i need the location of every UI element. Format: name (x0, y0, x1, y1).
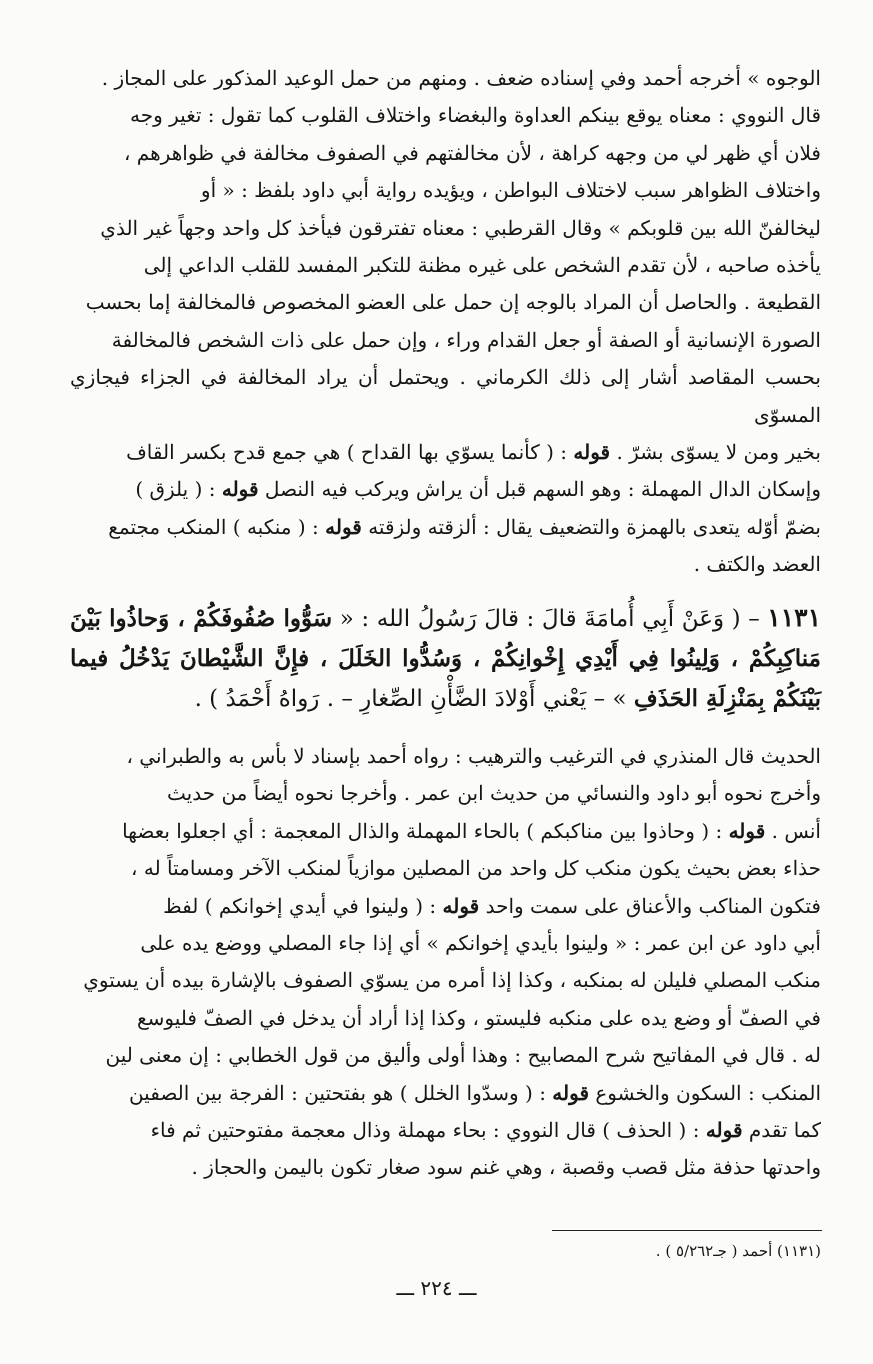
text-line: الحديث قال المنذري في الترغيب والترهيب : رواه أحمد بإسناد لا بأس به والطبراني ، (126, 744, 821, 768)
text-line: الوجوه » أخرجه أحمد وفي إسناده ضعف . ومنهم من حمل الوعيد المذكور على المجاز . (101, 66, 821, 90)
text-line: ليخالفنّ الله بين قلوبكم » وقال القرطبي : معناه تفترقون فيأخذ كل واحد وجهاً غير الذي (100, 215, 821, 240)
text-segment: كما تقدم (742, 1118, 821, 1143)
page-number: ـــ ٢٢٤ ـــ (396, 1276, 477, 1300)
commentary-paragraph-2 (70, 738, 821, 1187)
text-line: له . قال في المفاتيح شرح المصابيح : وهذا أولى وأليق من قول الخطابي : إن معنى لين (105, 1043, 821, 1068)
text-segment: : ( الحذف ) قال النووي : بحاء مهملة وذال معجمة مفتوحتين ثم فاء (150, 1118, 706, 1143)
text-line: حذاء بعض بحيث يكون منكب كل واحد من المصلين موازياً لمنكب الآخر ومسامتاً له ، (131, 856, 821, 881)
keyword-qawluh: قوله (325, 514, 362, 539)
keyword-qawluh: قوله (552, 1080, 590, 1105)
text-segment: المنكب : السكون والخشوع (589, 1080, 821, 1105)
hadith-intro: – ( وَعَنْ أَبِي أُمامَةَ قالَ : قالَ رَسُولُ الله : « (332, 606, 768, 632)
text-segment: : ( كأنما يسوّي بها القداح ) هي جمع قدح بكسر القاف (126, 440, 574, 465)
text-segment: : ( وسدّوا الخلل ) هو بفتحتين : الفرجة بين الصفين (128, 1080, 553, 1105)
text-segment: فتكون المناكب والأعناق على سمت واحد (479, 893, 821, 918)
text-segment: : ( وحاذوا بين مناكبكم ) بالحاء المهملة والذال المعجمة : أي اجعلوا بعضها (122, 818, 729, 843)
hadith-prophetic-text: سَوُّوا صُفُوفَكُمْ ، وَحاذُوا بَيْنَ مَناكِبِكُمْ ، وَلِينُوا فِي أَيْدِي إِخْوانِكُمْ ، وَسُدُّوا الخَلَلَ ، فإِنَّ الشَّيْطانَ يَدْخُلُ فيما بَيْنَكُمْ بِمَنْزِلَةِ الحَذَفِ (70, 605, 821, 712)
text-line: في الصفّ أو وضع يده على منكبه فليستو ، وكذا إذا أراد أن يدخل في الصفّ فليوسع (137, 1005, 821, 1030)
text-line: العضد والكتف . (693, 552, 821, 577)
text-line: فلان أي ظهر لي من وجهه كراهة ، لأن مخالفتهم في الصفوف مخالفة في ظواهرهم ، (123, 140, 821, 165)
keyword-qawluh: قوله (705, 1118, 743, 1143)
text-line: القطيعة . والحاصل أن المراد بالوجه إن حمل على العضو المخصوص فالمخالفة إما بحسب (85, 290, 821, 315)
text-line: قال النووي : معناه يوقع بينكم العداوة والبغضاء واختلاف القلوب كما تقول : تغير وجه (130, 103, 821, 128)
keyword-qawluh: قوله (573, 440, 611, 465)
text-segment: : ( يلزق ) (135, 477, 222, 502)
footnote-separator (552, 1230, 822, 1231)
text-line: الصورة الإنسانية أو الصفة أو جعل القدام وراء ، وإن حمل على ذات الشخص فالمخالفة (111, 327, 821, 352)
text-segment: أنس . (765, 818, 821, 843)
keyword-qawluh: قوله (728, 818, 766, 843)
text-line: واختلاف الظواهر سبب لاختلاف البواطن ، ويؤيده رواية أبي داود بلفظ : « أو (200, 178, 821, 203)
text-segment: بخير ومن لا يسوّى بشرّ . (610, 440, 821, 465)
hadith-outro: » – يَعْني أَوْلادَ الضَّأْنِ الصِّغارِ – . رَواهُ أَحْمَدُ ) . (194, 686, 634, 712)
keyword-qawluh: قوله (221, 477, 259, 502)
text-line: بحسب المقاصد أشار إلى ذلك الكرماني . ويحتمل أن يراد المخالفة في الجزاء فيجازي المسوّى (70, 365, 821, 427)
text-segment: : ( منكبه ) المنكب مجتمع (108, 514, 326, 539)
commentary-paragraph-1 (70, 60, 821, 584)
text-line: واحدتها حذفة مثل قصب وقصبة ، وهي غنم سود صغار تكون باليمن والحجاز . (191, 1155, 821, 1180)
text-segment: وإسكان الدال المهملة : وهو السهم قبل أن يراش ويركب فيه النصل (258, 477, 821, 502)
text-line: منكب المصلي فليلن له بمنكبه ، وكذا إذا أمره من يسوّي الصفوف بالإشارة بيده أن يستوي (83, 968, 821, 993)
keyword-qawluh: قوله (442, 893, 480, 918)
text-line: يأخذه صاحبه ، لأن تقدم الشخص على غيره مظنة للتكبر المفسد للقلب الداعي إلى (143, 253, 821, 278)
text-segment: بضمّ أوّله يتعدى بالهمزة والتضعيف يقال : ألزقته ولزقته (361, 514, 821, 539)
text-segment: : ( ولينوا في أيدي إخوانكم ) لفظ (163, 893, 443, 918)
hadith-number: ١١٣١ (767, 603, 821, 632)
text-line: أبي داود عن ابن عمر : « ولينوا بأيدي إخوانكم » أي إذا جاء المصلي ووضع يده على (140, 931, 821, 956)
hadith-text (70, 598, 821, 719)
footnote: (١١٣١) أحمد ( جـ٥/٢٦٢ ) . (655, 1242, 821, 1260)
text-line: وأخرج نحوه أبو داود والنسائي من حديث ابن عمر . وأخرجا نحوه أيضاً من حديث (167, 781, 821, 806)
